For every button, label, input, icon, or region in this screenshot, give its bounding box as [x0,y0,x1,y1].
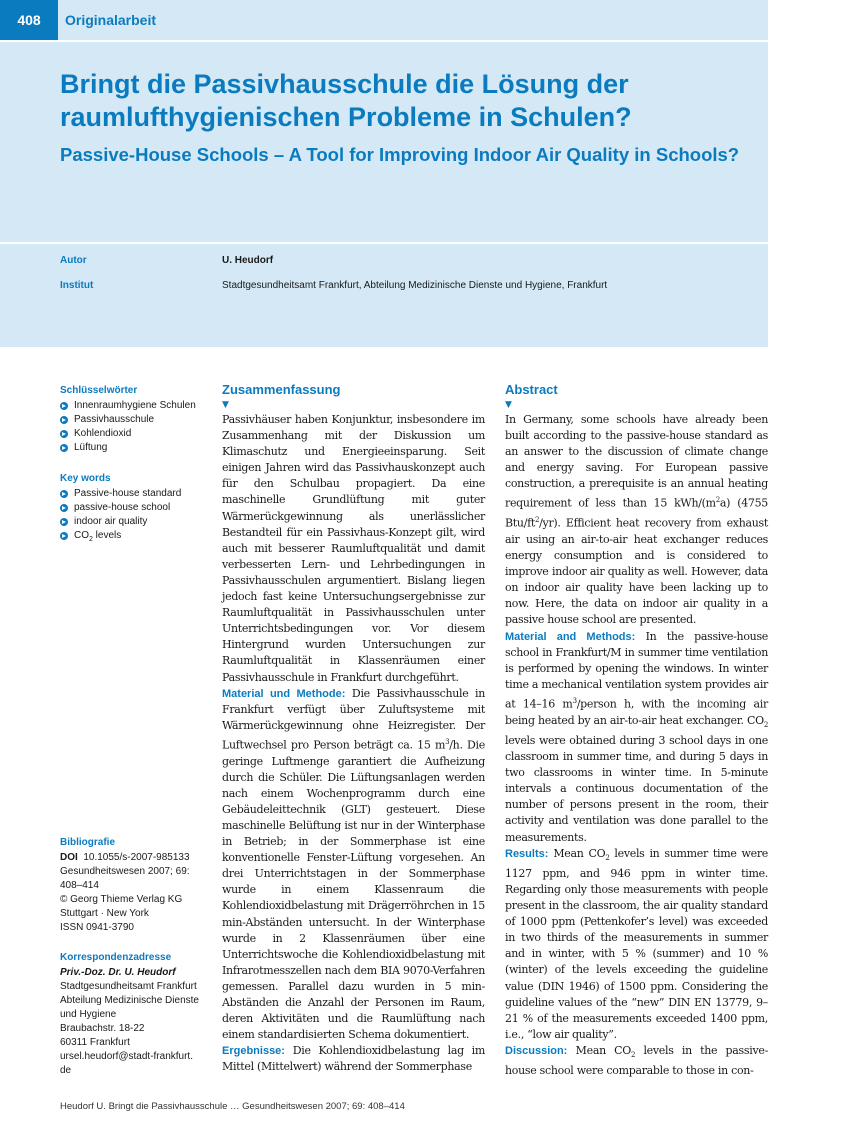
keyword-item: Innenraumhygiene Schulen [60,399,210,413]
keyword-item: indoor air quality [60,515,210,529]
abstract-results: Results: Mean $CO_2$ levels in summer time were 1127 ppm, and 946 ppm in winter time. Regarding only those measurements with people present in the classroom, the air quality standard of 1000 ppm (Pettenkofer’s level) was exceeded in two thirds of the measurements in summer and in winter, with 5 % (summer) and 10 % (winter) of the levels exceeding the guideline value (DIN 1946) of 1500 ppm. Considering the guideline values of the “new” DIN EN 13779, 9–21 % of the measurements exceeded 1400 ppm, i.e., “low air quality”. [505,846,768,1041]
correspondence [60,951,210,1078]
email-link[interactable]: ursel.heudorf@stadt-frankfurt. [60,1051,193,1062]
bibliography [60,836,210,935]
zusammenfassung-title: Zusammenfassung [222,382,341,397]
abstract-column [505,381,768,1079]
zusammenfassung-column [222,381,485,1076]
zusammenfassung-methods: Material und Methode: Die Passivhausschule in Frankfurt verfügt über Zuluftsysteme mit Wärmerückgewinnung ohne Heizregister. Der Luftwechsel pro Person beträgt ca. 15 $m^3/h$. Die geringe Luftmenge garantiert die Aufheizung durch die Schüler. Die Lüftungsanlagen werden nach einem Wochenprogramm durch eine Gebäudeleittechnik (GLT) gesteuert. Diese maschinelle Belüftung ist nur in der Winterphase in Betrieb; in der Sommerphase ist eine konventionelle Fenster-Lüftung vorgesehen. An drei Unterrichtstagen in der Sommerphase wurde in einem Klassenraum die Kohlendioxidbelastung mit Drägerröhrchen in 15 min-Abständen untersucht. In der Winterphase wurde in 2 Klassenräumen über eine Unterrichtswoche die Kohlendioxidbelastung mit Infrarotmesszellen nach dem BIA 9070-Verfahren gemessen. Parallel dazu wurden in 5 min-Abständen die Anzahl der Personen im Raum, deren Aktivitäten und die Raumlüftung nach einem standardisierten Schema dokumentiert. [222,686,485,1042]
arrow-down-icon: ▼ [222,400,229,410]
keywords-de [60,384,210,455]
page-number: 408 [0,0,58,40]
author-label: Autor [60,255,87,266]
bibliography-title: Bibliografie [60,837,116,848]
abstract-methods: Material and Methods: In the passive-house school in Frankfurt/M in summer time ventilation is performed by opening the windows. In winter time a mechanical ventilation system provides air at 14–16 $m^3$/person h, with the incoming air being heated by an air-to-air heat exchanger. $CO_2$ levels were obtained during 3 school days in one classroom in summer time, and during 5 days in two classrooms in winter time. In 5-minute intervals a continuous documentation of the number of persons present in the room, their activity and ventilation was done parallel to the measurements. [505,629,769,844]
zusammenfassung-intro: Passivhäuser haben Konjunktur, insbesondere im Zusammenhang mit der Diskussion um Klimaschutz und Energieeinsparung. Seit einigen Jahren wird das Passivhauskonzept auch für den Schulbau propagiert. Da eine maschinelle Grundlüftung mit guter Wärmerückgewinnung als unerlässlicher Bestandteil für ein Passivhaus-Konzept gilt, wird auch mit besserer Raumluftqualität und damit verbesserten Lern- und Lehrbedingungen in Passivhausschulen argumentiert. Bislang liegen jedoch fast keine Untersuchungsergebnisse zur Raumluftqualität in Passivhausschulen unter Unterrichtsbedingungen vor. Vor diesem Hintergrund wurden Untersuchungen zur Raumluftqualität in Klassenräumen einer Passivhausschule in Frankfurt durchgeführt. [222,413,485,684]
title-german: Bringt die Passivhausschule die Lösung der raumlufthygienischen Probleme in Schulen? [60,69,632,132]
correspondence-name: Priv.-Doz. Dr. U. Heudorf [60,967,176,978]
keywords-de-title: Schlüsselwörter [60,385,138,396]
keyword-item: passive-house school [60,501,210,515]
divider [0,40,768,42]
email-link[interactable]: de [60,1065,72,1076]
abstract-intro: In Germany, some schools have already been built according to the passive-house standard as an answer to the discussion of climate change and energy saving. For European passive construction, a prerequisite is an annual heating requirement of less than 15 kWh/$(m^2a)$ (4755 Btu/$ft^2/yr$). Efficient heat recovery from exhaust air using an air-to-air heat exchanger reduces energy consumption and is considered to improve indoor air quality as well. However, data on indoor air quality have been lacking up to now. Here, the data on indoor air quality in a passive house school are presented. [505,413,768,627]
biblio-line: ISSN 0941-3790 [60,922,134,933]
doi-label: DOI [60,852,78,863]
zusammenfassung-results: Ergebnisse: Die Kohlendioxidbelastung lag im Mittel (Mittelwert) während der Sommerphase [222,1044,485,1074]
keyword-item: Passivhausschule [60,413,210,427]
biblio-line: © Georg Thieme Verlag KG [60,894,183,905]
page-footer: Heudorf U. Bringt die Passivhausschule … Gesundheitswesen 2007; 69: 408–414 [60,1101,405,1112]
section-label: Originalarbeit [65,12,157,28]
keyword-item: Lüftung [60,441,210,455]
divider [0,242,768,244]
biblio-line: 408–414 [60,880,99,891]
header-banner [0,0,768,347]
author-name: U. Heudorf [222,255,274,266]
institute-label: Institut [60,280,94,291]
top-bar [0,0,768,40]
keyword-item: Passive-house standard [60,487,210,501]
abstract-discussion: Discussion: Mean $CO_2$ levels in the passive-house school were comparable to those in con- [505,1043,768,1078]
keyword-item: $CO_2$ levels [60,529,210,547]
address-line: und Hygiene [60,1009,117,1020]
arrow-down-icon: ▼ [505,400,512,410]
address-line: Abteilung Medizinische Dienste [60,995,199,1006]
institute-name: Stadtgesundheitsamt Frankfurt, Abteilung Medizinische Dienste und Hygiene, Frankfurt [222,280,608,291]
biblio-line: Stuttgart · New York [60,908,149,919]
title-english: Passive-House Schools – A Tool for Improving Indoor Air Quality in Schools? [60,144,740,165]
keywords-en [60,472,210,547]
keywords-en-title: Key words [60,473,111,484]
abstract-title: Abstract [505,382,558,397]
biblio-line: Gesundheitswesen 2007; 69: [60,866,190,877]
doi-link[interactable]: 10.1055/s-2007-985133 [83,852,190,863]
correspondence-title: Korrespondenzadresse [60,952,172,963]
address-line: Braubachstr. 18-22 [60,1023,145,1034]
address-line: 60311 Frankfurt [60,1037,130,1048]
keyword-item: Kohlendioxid [60,427,210,441]
address-line: Stadtgesundheitsamt Frankfurt [60,981,197,992]
